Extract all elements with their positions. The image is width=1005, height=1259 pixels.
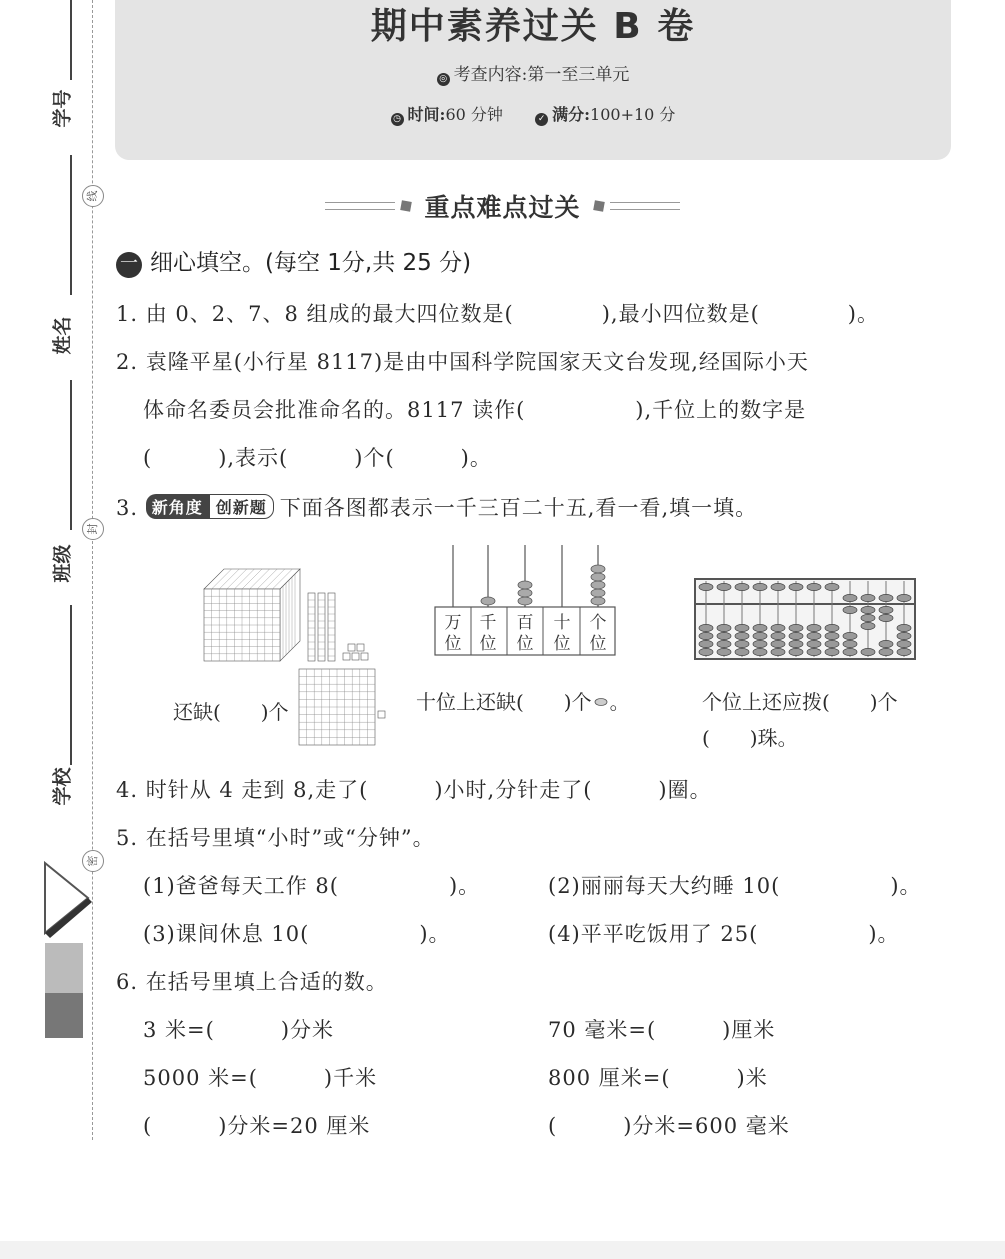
- question-5-item-1: (1)爸爸每天工作 8( )。: [143, 874, 481, 898]
- abacus-lower-bead: [807, 632, 821, 639]
- abacus-lower-bead: [825, 624, 839, 631]
- abacus-lower-bead: [789, 624, 803, 631]
- question-6-item-1: 3 米=( )分米: [143, 1018, 335, 1042]
- abacus-lower-bead: [789, 632, 803, 639]
- seal-dense-mark: 密: [82, 850, 104, 872]
- abacus-lower-bead: [897, 640, 911, 647]
- page-title: 期中素养过关 B 卷: [370, 6, 696, 47]
- question-6-item-4: 800 厘米=( )米: [548, 1066, 768, 1090]
- abacus-lower-bead: [861, 622, 875, 629]
- abacus-lower-bead: [753, 624, 767, 631]
- abacus-lower-bead: [735, 624, 749, 631]
- figure-2-caption-end: 。: [609, 690, 630, 714]
- question-6-item-6: ( )分米=600 毫米: [548, 1114, 790, 1138]
- abacus-lower-bead: [717, 624, 731, 631]
- abacus-lower-bead: [771, 648, 785, 655]
- abacus-lower-bead: [897, 648, 911, 655]
- abacus-upper-bead: [843, 594, 857, 601]
- score-label: 满分:: [552, 105, 591, 124]
- heading-square-right: [593, 200, 605, 212]
- exam-scope: [115, 60, 951, 86]
- question-2-line-1: 2. 袁隆平星(小行星 8117)是由中国科学院国家天文台发现,经国际小天: [116, 350, 809, 374]
- figure-2-caption: [416, 686, 630, 715]
- abacus-lower-bead: [753, 648, 767, 655]
- abacus-lower-bead: [843, 606, 857, 613]
- counter-abacus-figure: [430, 545, 620, 660]
- new-angle-tag: 新角度: [146, 494, 209, 519]
- section-heading: [0, 188, 1005, 224]
- header-banner: [115, 0, 951, 160]
- margin-decoration: [40, 858, 100, 1043]
- abacus-lower-bead: [789, 648, 803, 655]
- abacus-upper-bead: [735, 583, 749, 590]
- search-icon: ◎: [437, 73, 450, 86]
- question-6-item-3: 5000 米=( )千米: [143, 1066, 378, 1090]
- question-5-item-4: (4)平平吃饭用了 25( )。: [548, 922, 900, 946]
- question-3-text: 下面各图都表示一千三百二十五,看一看,填一填。: [279, 496, 758, 520]
- abacus-lower-bead: [717, 640, 731, 647]
- abacus-lower-bead: [825, 632, 839, 639]
- seal-seal-mark: 封: [82, 518, 104, 540]
- time-label: 时间:: [407, 105, 446, 124]
- abacus-lower-bead: [771, 624, 785, 631]
- abacus-lower-bead: [807, 648, 821, 655]
- abacus-lower-bead: [735, 640, 749, 647]
- abacus-lower-bead: [879, 640, 893, 647]
- score-value: 100+10 分: [590, 105, 676, 124]
- part-heading: [116, 244, 471, 278]
- abacus-upper-bead: [897, 594, 911, 601]
- time-value: 60 分钟: [445, 105, 503, 124]
- abacus-label-bai-1: 百: [516, 613, 534, 633]
- abacus-upper-bead: [879, 594, 893, 601]
- abacus-lower-bead: [753, 632, 767, 639]
- abacus-upper-bead: [699, 583, 713, 590]
- abacus-lower-bead: [843, 632, 857, 639]
- part-title: 细心填空。(每空 1分,共 25 分): [150, 250, 472, 276]
- check-icon: ✓: [535, 113, 548, 126]
- figure-3-caption-line-2: ( )珠。: [702, 726, 798, 750]
- abacus-upper-bead: [717, 583, 731, 590]
- abacus-label-ge-1: 个: [589, 613, 607, 633]
- abacus-lower-bead: [699, 632, 713, 639]
- abacus-lower-bead: [807, 624, 821, 631]
- abacus-lower-bead: [879, 606, 893, 613]
- exam-timing: [115, 102, 951, 126]
- class-label: 班级: [51, 544, 74, 583]
- question-3-number: 3.: [116, 496, 139, 520]
- clock-icon: ◷: [391, 113, 404, 126]
- question-2-line-3: ( ),表示( )个( )。: [143, 446, 492, 470]
- abacus-label-ge-2: 位: [589, 634, 607, 654]
- abacus-lower-bead: [843, 640, 857, 647]
- question-3: [116, 492, 757, 522]
- heading-square-left: [401, 200, 413, 212]
- abacus-upper-bead: [789, 583, 803, 590]
- abacus-lower-bead: [825, 640, 839, 647]
- abacus-lower-bead: [861, 606, 875, 613]
- abacus-lower-bead: [861, 614, 875, 621]
- abacus-lower-bead: [735, 648, 749, 655]
- abacus-lower-bead: [861, 648, 875, 655]
- bead-abacus-figure: [694, 578, 916, 660]
- abacus-label-wan-2: 位: [444, 634, 462, 654]
- abacus-label-qian-1: 千: [479, 613, 497, 633]
- abacus-lower-bead: [717, 648, 731, 655]
- part-number-badge: 一: [116, 252, 142, 278]
- abacus-lower-bead: [897, 624, 911, 631]
- abacus-lower-bead: [807, 640, 821, 647]
- question-5-item-2: (2)丽丽每天大约睡 10( )。: [548, 874, 922, 898]
- heading-decoration-right: [610, 202, 680, 210]
- question-1: 1. 由 0、2、7、8 组成的最大四位数是( ),最小四位数是( )。: [116, 302, 879, 326]
- question-6: 6. 在括号里填上合适的数。: [116, 970, 388, 994]
- student-no-line: [70, 0, 72, 80]
- figure-1-caption: 还缺( )个: [173, 700, 289, 724]
- abacus-lower-bead: [735, 632, 749, 639]
- school-label: 学校: [51, 767, 74, 806]
- abacus-label-qian-2: 位: [479, 634, 497, 654]
- bead-icon: [593, 697, 609, 707]
- abacus-lower-bead: [753, 640, 767, 647]
- seal-line-mark: 线: [82, 185, 104, 207]
- abacus-upper-bead: [861, 594, 875, 601]
- abacus-lower-bead: [771, 640, 785, 647]
- page-bottom-strip: [0, 1241, 1005, 1259]
- abacus-lower-bead: [897, 632, 911, 639]
- question-6-item-5: ( )分米=20 厘米: [143, 1114, 371, 1138]
- abacus-upper-bead: [825, 583, 839, 590]
- question-4: 4. 时针从 4 走到 8,走了( )小时,分针走了( )圈。: [116, 778, 712, 802]
- abacus-upper-bead: [753, 583, 767, 590]
- exam-scope-text: 考查内容:第一至三单元: [453, 65, 630, 85]
- abacus-lower-bead: [879, 648, 893, 655]
- innovation-tag: 创新题: [209, 494, 274, 519]
- abacus-label-shi-2: 位: [553, 634, 571, 654]
- question-5-item-3: (3)课间休息 10( )。: [143, 922, 451, 946]
- heading-decoration-left: [325, 202, 395, 210]
- name-label: 姓名: [51, 316, 74, 355]
- school-line: [70, 605, 72, 765]
- question-2-line-2: 体命名委员会批准命名的。8117 读作( ),千位上的数字是: [143, 398, 807, 422]
- abacus-label-bai-2: 位: [516, 634, 534, 654]
- abacus-upper-bead: [807, 583, 821, 590]
- abacus-lower-bead: [717, 632, 731, 639]
- class-line: [70, 380, 72, 530]
- abacus-lower-bead: [843, 648, 857, 655]
- section-title: 重点难点过关: [424, 193, 581, 222]
- abacus-label-wan-1: 万: [444, 613, 462, 633]
- figure-2-caption-text: 十位上还缺( )个: [416, 690, 592, 714]
- figure-3-caption-line-1: 个位上还应拨( )个: [702, 690, 898, 714]
- abacus-lower-bead: [699, 640, 713, 647]
- name-line: [70, 155, 72, 295]
- student-no-label: 学号: [51, 89, 74, 128]
- abacus-lower-bead: [699, 624, 713, 631]
- abacus-lower-bead: [879, 614, 893, 621]
- question-6-item-2: 70 毫米=( )厘米: [548, 1018, 776, 1042]
- abacus-lower-bead: [771, 632, 785, 639]
- abacus-upper-bead: [771, 583, 785, 590]
- abacus-label-shi-1: 十: [553, 613, 571, 633]
- abacus-lower-bead: [825, 648, 839, 655]
- abacus-lower-bead: [699, 648, 713, 655]
- abacus-lower-bead: [789, 640, 803, 647]
- question-5: 5. 在括号里填“小时”或“分钟”。: [116, 826, 435, 850]
